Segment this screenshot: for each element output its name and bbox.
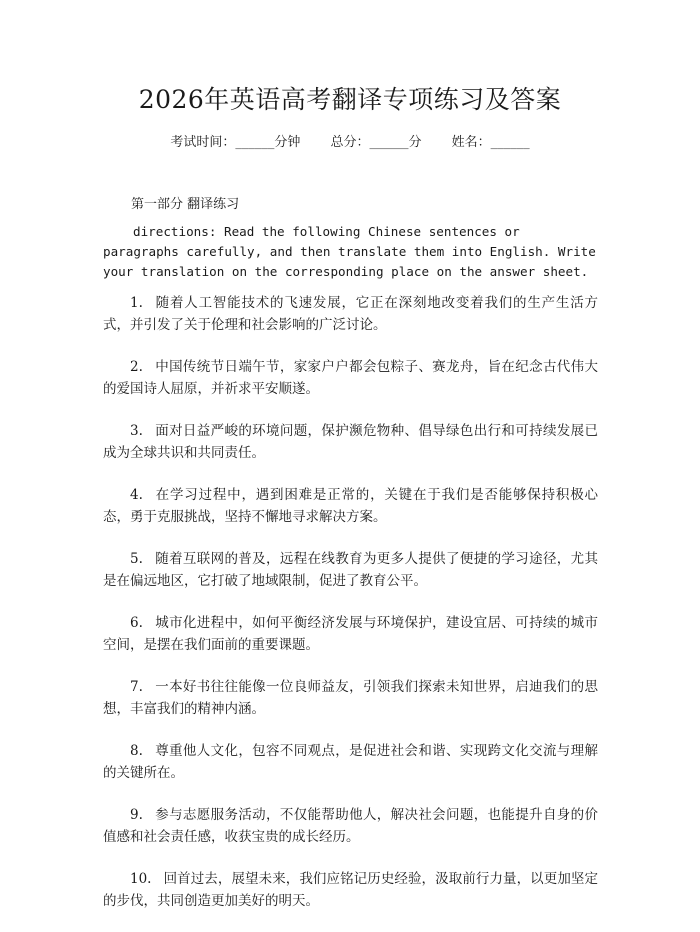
- directions-text: directions: Read the following Chinese sentences or paragraphs carefully, and then translate them into English. Write your translation on the corresponding place on the answer sheet.: [103, 224, 596, 279]
- exam-meta: [0, 131, 700, 150]
- question-number: 5.: [130, 551, 143, 567]
- question-item: [103, 868, 598, 912]
- section-title: 第一部分 翻译练习: [131, 197, 240, 212]
- question-text: 回首过去，展望未来，我们应铭记历史经验，汲取前行力量，以更加坚定的步伐，共同创造更加美好的明天。: [103, 871, 598, 909]
- question-item: [103, 804, 598, 848]
- question-text: 在学习过程中，遇到困难是正常的，关键在于我们是否能够保持积极心态，勇于克服挑战，坚持不懈地寻求解决方案。: [103, 487, 598, 525]
- question-text: 一本好书往往能像一位良师益友，引领我们探索未知世界，启迪我们的思想，丰富我们的精神内涵。: [103, 679, 598, 717]
- question-item: [103, 676, 598, 720]
- question-item: [103, 548, 598, 592]
- question-text: 面对日益严峻的环境问题，保护濒危物种、倡导绿色出行和可持续发展已成为全球共识和共同责任。: [103, 423, 598, 461]
- exam-time-field: 考试时间：______分钟: [170, 135, 301, 150]
- question-text: 参与志愿服务活动，不仅能帮助他人，解决社会问题，也能提升自身的价值感和社会责任感，收获宝贵的成长经历。: [103, 807, 598, 845]
- question-number: 2.: [130, 359, 143, 375]
- question-text: 随着互联网的普及，远程在线教育为更多人提供了便捷的学习途径，尤其是在偏远地区，它打破了地域限制，促进了教育公平。: [103, 551, 598, 589]
- question-item: [103, 484, 598, 528]
- question-item: [103, 740, 598, 784]
- question-item: [103, 292, 598, 336]
- question-number: 10.: [130, 871, 152, 887]
- question-number: 6.: [130, 615, 143, 631]
- question-number: 1.: [130, 295, 143, 311]
- question-list: [103, 292, 598, 932]
- question-number: 4.: [130, 487, 143, 503]
- question-number: 9.: [130, 807, 143, 823]
- question-text: 随着人工智能技术的飞速发展，它正在深刻地改变着我们的生产生活方式，并引发了关于伦理和社会影响的广泛讨论。: [103, 295, 598, 333]
- question-text: 尊重他人文化，包容不同观点，是促进社会和谐、实现跨文化交流与理解的关键所在。: [103, 743, 598, 781]
- question-item: [103, 356, 598, 400]
- document-title: 2026年英语高考翻译专项练习及答案: [138, 85, 562, 114]
- total-score-field: 总分：______分: [330, 135, 422, 150]
- question-item: [103, 420, 598, 464]
- question-number: 7.: [130, 679, 143, 695]
- question-item: [103, 612, 598, 656]
- question-text: 中国传统节日端午节，家家户户都会包粽子、赛龙舟，旨在纪念古代伟大的爱国诗人屈原，并祈求平安顺遂。: [103, 359, 598, 397]
- question-text: 城市化进程中，如何平衡经济发展与环境保护，建设宜居、可持续的城市空间，是摆在我们面前的重要课题。: [103, 615, 598, 653]
- question-number: 3.: [130, 423, 143, 439]
- name-field: 姓名：______: [451, 135, 530, 150]
- question-number: 8.: [130, 743, 143, 759]
